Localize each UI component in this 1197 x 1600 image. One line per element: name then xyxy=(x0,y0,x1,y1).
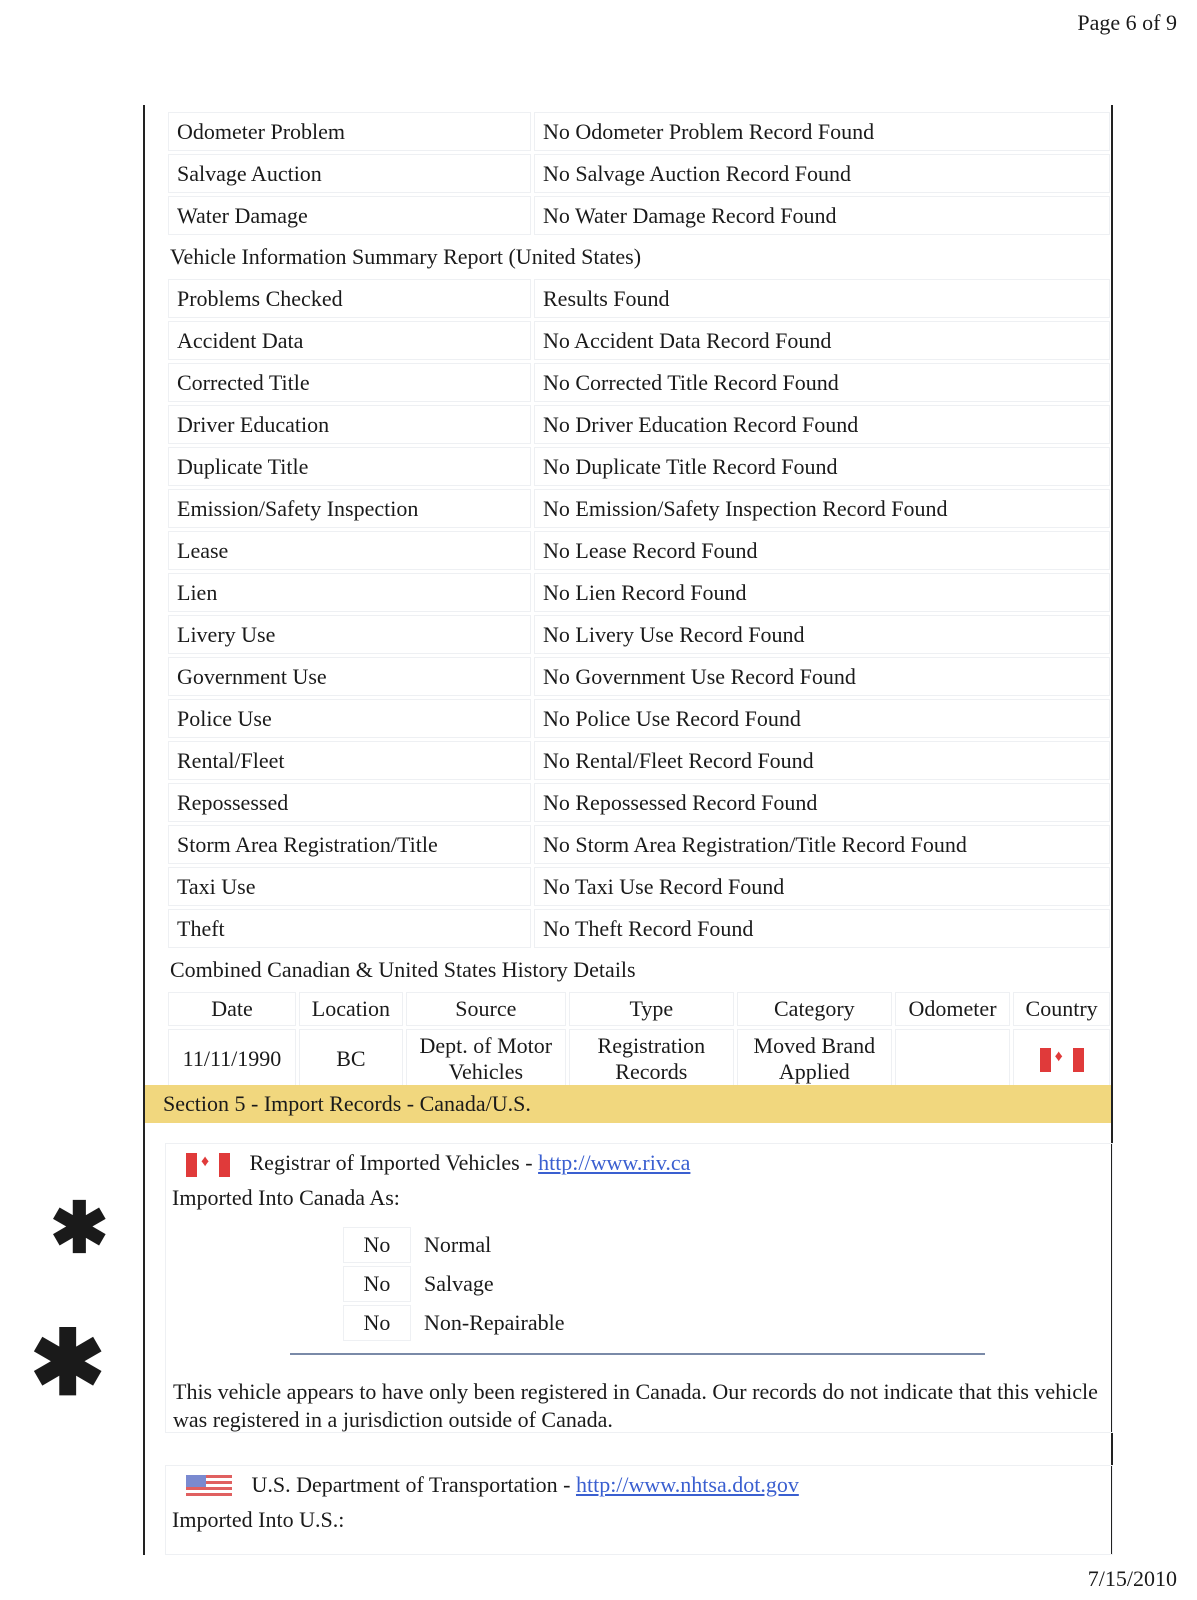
print-date: 7/15/2010 xyxy=(1087,1566,1177,1591)
header-problems-checked: Problems Checked xyxy=(168,279,531,318)
problem-cell: Storm Area Registration/Title xyxy=(168,825,531,864)
table-row xyxy=(168,783,1110,822)
result-cell: No Lease Record Found xyxy=(534,531,1110,570)
problem-cell: Accident Data xyxy=(168,321,531,360)
table-row xyxy=(168,447,1110,486)
imported-canada-label: Imported Into Canada As: xyxy=(172,1184,400,1210)
result-cell: No Lien Record Found xyxy=(534,573,1110,612)
problem-cell: Lien xyxy=(168,573,531,612)
problem-cell: Salvage Auction xyxy=(168,154,531,193)
history-source: Dept. of Motor Vehicles xyxy=(406,1029,566,1089)
result-cell: No Rental/Fleet Record Found xyxy=(534,741,1110,780)
table-row xyxy=(168,909,1110,948)
canada-registration-note: This vehicle appears to have only been registered in Canada. Our records do not indicate that this vehicle was registered in a jurisdiction outside of Canada. xyxy=(173,1379,1098,1432)
history-title: Combined Canadian & United States History Details xyxy=(170,957,636,982)
problem-cell: Lease xyxy=(168,531,531,570)
result-cell: No Driver Education Record Found xyxy=(534,405,1110,444)
import-type: Non-Repairable xyxy=(424,1310,565,1335)
history-date: 11/11/1990 xyxy=(168,1029,296,1089)
history-category: Moved Brand Applied xyxy=(737,1029,892,1089)
col-type: Type xyxy=(569,992,734,1026)
import-value: No xyxy=(343,1266,411,1302)
import-type: Normal xyxy=(424,1232,492,1257)
result-cell: No Corrected Title Record Found xyxy=(534,363,1110,402)
canada-import-status xyxy=(340,1224,578,1344)
history-odometer xyxy=(895,1029,1010,1089)
table-row xyxy=(168,573,1110,612)
result-cell: No Emission/Safety Inspection Record Found xyxy=(534,489,1110,528)
us-summary-title: Vehicle Information Summary Report (United States) xyxy=(170,244,642,269)
nhtsa-link[interactable]: http://www.nhtsa.dot.gov xyxy=(575,1472,799,1497)
handwritten-asterisk-mark-large: ✱ xyxy=(30,1315,106,1414)
history-type: Registration Records xyxy=(569,1029,734,1089)
result-cell: No Government Use Record Found xyxy=(534,657,1110,696)
history-table xyxy=(165,989,1113,1092)
problem-cell: Police Use xyxy=(168,699,531,738)
table-row xyxy=(168,363,1110,402)
history-row xyxy=(168,1029,1110,1089)
table-row xyxy=(168,741,1110,780)
problem-cell: Taxi Use xyxy=(168,867,531,906)
col-location: Location xyxy=(299,992,403,1026)
history-header-row xyxy=(168,992,1110,1026)
import-value: No xyxy=(343,1227,411,1263)
result-cell: No Livery Use Record Found xyxy=(534,615,1110,654)
riv-label: Registrar of Imported Vehicles - xyxy=(249,1150,539,1175)
import-row xyxy=(343,1266,575,1302)
table-row xyxy=(168,321,1110,360)
result-cell: No Salvage Auction Record Found xyxy=(534,154,1110,193)
result-cell: No Storm Area Registration/Title Record Found xyxy=(534,825,1110,864)
problem-cell: Corrected Title xyxy=(168,363,531,402)
result-cell: No Taxi Use Record Found xyxy=(534,867,1110,906)
riv-link[interactable]: http://www.riv.ca xyxy=(538,1150,691,1175)
problem-cell: Driver Education xyxy=(168,405,531,444)
report-content xyxy=(165,115,1113,1092)
table-row xyxy=(168,405,1110,444)
table-header-row xyxy=(168,279,1110,318)
dot-label: U.S. Department of Transportation - xyxy=(251,1472,576,1497)
problem-cell: Repossessed xyxy=(168,783,531,822)
col-category: Category xyxy=(737,992,892,1026)
top-problems-table xyxy=(165,109,1113,238)
import-row xyxy=(343,1227,575,1263)
result-cell: No Odometer Problem Record Found xyxy=(534,112,1110,151)
section5-header: Section 5 - Import Records - Canada/U.S. xyxy=(145,1085,1111,1123)
page-number: Page 6 of 9 xyxy=(1077,10,1177,35)
handwritten-asterisk-mark: ✱ xyxy=(50,1191,109,1268)
import-value: No xyxy=(343,1305,411,1341)
left-border-line xyxy=(143,105,145,1555)
problem-cell: Rental/Fleet xyxy=(168,741,531,780)
table-row xyxy=(168,196,1110,235)
table-row xyxy=(168,112,1110,151)
result-cell: No Repossessed Record Found xyxy=(534,783,1110,822)
problem-cell: Odometer Problem xyxy=(168,112,531,151)
history-country xyxy=(1013,1029,1110,1089)
problem-cell: Emission/Safety Inspection xyxy=(168,489,531,528)
result-cell: No Accident Data Record Found xyxy=(534,321,1110,360)
table-row xyxy=(168,699,1110,738)
import-type: Salvage xyxy=(424,1271,494,1296)
col-date: Date xyxy=(168,992,296,1026)
result-cell: No Police Use Record Found xyxy=(534,699,1110,738)
table-row xyxy=(168,531,1110,570)
canada-flag-icon xyxy=(1040,1048,1084,1072)
result-cell: No Duplicate Title Record Found xyxy=(534,447,1110,486)
us-flag-icon xyxy=(186,1475,232,1499)
problem-cell: Duplicate Title xyxy=(168,447,531,486)
divider xyxy=(290,1353,985,1355)
table-row xyxy=(168,825,1110,864)
table-row xyxy=(168,615,1110,654)
result-cell: No Theft Record Found xyxy=(534,909,1110,948)
col-source: Source xyxy=(406,992,566,1026)
problem-cell: Government Use xyxy=(168,657,531,696)
table-row xyxy=(168,154,1110,193)
canada-flag-icon xyxy=(186,1153,230,1177)
problem-cell: Theft xyxy=(168,909,531,948)
header-results-found: Results Found xyxy=(534,279,1110,318)
problem-cell: Water Damage xyxy=(168,196,531,235)
col-country: Country xyxy=(1013,992,1110,1026)
table-row xyxy=(168,489,1110,528)
imported-us-label: Imported Into U.S.: xyxy=(172,1506,345,1532)
us-import-box xyxy=(165,1465,1113,1555)
problem-cell: Livery Use xyxy=(168,615,531,654)
result-cell: No Water Damage Record Found xyxy=(534,196,1110,235)
table-row xyxy=(168,657,1110,696)
history-location: BC xyxy=(299,1029,403,1089)
col-odometer: Odometer xyxy=(895,992,1010,1026)
import-row xyxy=(343,1305,575,1341)
table-row xyxy=(168,867,1110,906)
us-summary-table xyxy=(165,276,1113,951)
